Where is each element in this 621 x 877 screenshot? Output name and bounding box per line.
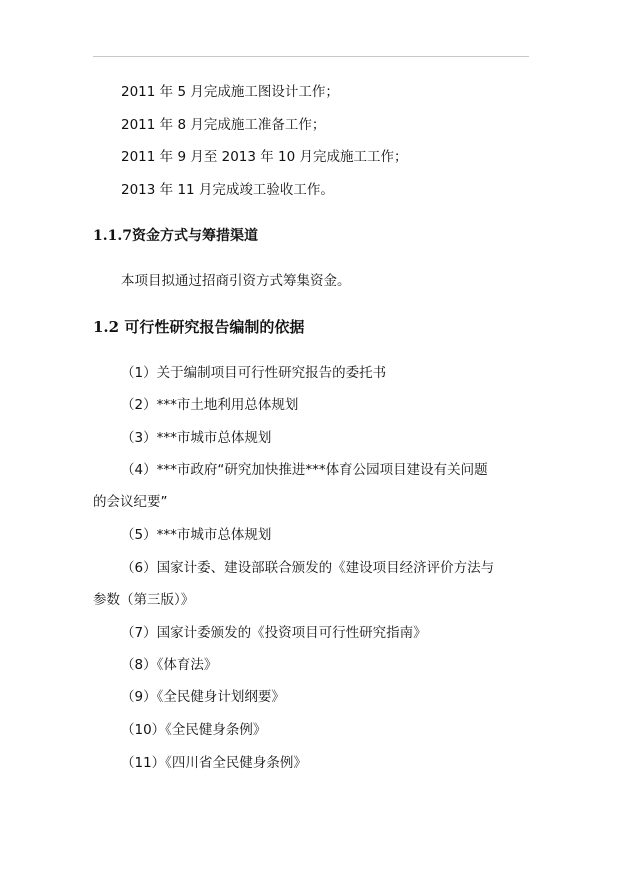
- basis-item: （8）《体育法》: [121, 657, 218, 673]
- basis-item: （11）《四川省全民健身条例》: [121, 755, 307, 771]
- basis-item: （10）《全民健身条例》: [121, 722, 267, 738]
- schedule-item: 2011 年 5 月完成施工图设计工作；: [121, 84, 339, 100]
- funding-body: 本项目拟通过招商引资方式筹集资金。: [121, 273, 351, 289]
- basis-item-continuation: 的会议纪要”: [93, 494, 168, 510]
- basis-item: （5）***市城市总体规划: [121, 527, 272, 543]
- basis-item: （7）国家计委颁发的《投资项目可行性研究指南》: [121, 625, 427, 641]
- basis-item: （3）***市城市总体规划: [121, 430, 272, 446]
- schedule-item: 2011 年 9 月至 2013 年 10 月完成施工工作；: [121, 149, 408, 165]
- basis-item-continuation: 参数（第三版）》: [93, 592, 195, 608]
- basis-item: （2）***市土地利用总体规划: [121, 397, 299, 413]
- basis-item: （6）国家计委、建设部联合颁发的《建设项目经济评价方法与: [121, 560, 495, 576]
- basis-item: （4）***市政府“研究加快推进***体育公园项目建设有关问题: [121, 462, 488, 478]
- basis-item: （1）关于编制项目可行性研究报告的委托书: [121, 365, 387, 381]
- schedule-item: 2011 年 8 月完成施工准备工作；: [121, 117, 326, 133]
- section-heading-basis: 1.2 可行性研究报告编制的依据: [93, 318, 305, 336]
- section-heading-funding: 1.1.7资金方式与筹措渠道: [93, 228, 258, 244]
- schedule-item: 2013 年 11 月完成竣工验收工作。: [121, 182, 334, 198]
- header-divider: [93, 56, 529, 57]
- basis-item: （9）《全民健身计划纲要》: [121, 689, 285, 705]
